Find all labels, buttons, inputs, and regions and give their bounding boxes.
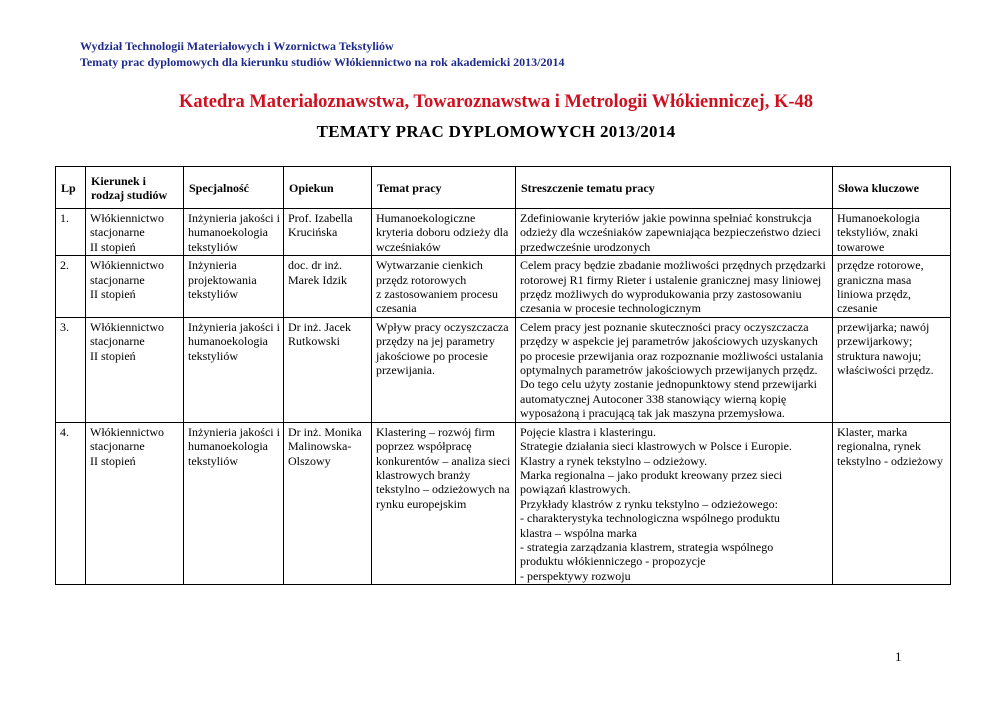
col-header-field: Kierunek i rodzaj studiów bbox=[86, 167, 184, 209]
col-header-specialty: Specjalność bbox=[184, 167, 284, 209]
cell-lp: 3. bbox=[56, 317, 86, 422]
cell-specialty: Inżynieria jakości i humanoekologia tekstyliów bbox=[184, 422, 284, 584]
cell-summary: Zdefiniowanie kryteriów jakie powinna spełniać konstrukcja odzieży dla wcześniaków zapewniająca bezpieczeństwo dzieci przedwcześnie urodzonych bbox=[516, 209, 833, 256]
cell-summary: Pojęcie klastra i klasteringu. Strategie działania sieci klastrowych w Polsce i Europie. Klastry a rynek tekstylno – odzieżowy. Marka regionalna – jako produkt kreowany przez sieci powiązań klastrowych. Przykłady klastrów z rynku tekstylno – odzieżowego: - charakterystyka technologiczna wspólnego produktu klastra – wspólna marka - strategia zarządzania klastrem, strategia wspólnego produktu włókienniczego - propozycje - perspektywy rozwoju bbox=[516, 422, 833, 584]
cell-lp: 4. bbox=[56, 422, 86, 584]
col-header-lp: Lp bbox=[56, 167, 86, 209]
cell-supervisor: Dr inż. Jacek Rutkowski bbox=[284, 317, 372, 422]
col-header-supervisor: Opiekun bbox=[284, 167, 372, 209]
department-title: Katedra Materiałoznawstwa, Towaroznawstwa i Metrologii Włókienniczej, K-48 bbox=[178, 92, 814, 112]
cell-specialty: Inżynieria jakości i humanoekologia tekstyliów bbox=[184, 317, 284, 422]
cell-supervisor: doc. dr inż. Marek Idzik bbox=[284, 256, 372, 318]
page-title: TEMATY PRAC DYPLOMOWYCH 2013/2014 bbox=[316, 122, 676, 141]
cell-topic: Humanoekologiczne kryteria doboru odzieży dla wcześniaków bbox=[372, 209, 516, 256]
col-header-keywords: Słowa kluczowe bbox=[833, 167, 951, 209]
cell-topic: Wpływ pracy oczyszczacza przędzy na jej parametry jakościowe po procesie przewijania. bbox=[372, 317, 516, 422]
cell-keywords: przędze rotorowe, graniczna masa liniowa przędz, czesanie bbox=[833, 256, 951, 318]
cell-field: Włókiennictwo stacjonarne II stopień bbox=[86, 209, 184, 256]
cell-keywords: Humanoekologia tekstyliów, znaki towarowe bbox=[833, 209, 951, 256]
cell-topic: Wytwarzanie cienkich przędz rotorowych z zastosowaniem procesu czesania bbox=[372, 256, 516, 318]
header-faculty: Wydział Technologii Materiałowych i Wzornictwa Tekstyliów bbox=[80, 39, 394, 53]
topics-table bbox=[55, 166, 951, 585]
document-header bbox=[80, 38, 565, 70]
col-header-topic: Temat pracy bbox=[372, 167, 516, 209]
col-header-summary: Streszczenie tematu pracy bbox=[516, 167, 833, 209]
cell-topic: Klastering – rozwój firm poprzez współpracę konkurentów – analiza sieci klastrowych branży tekstylno – odzieżowych na rynku europejskim bbox=[372, 422, 516, 584]
table-row bbox=[56, 317, 951, 422]
cell-summary: Celem pracy będzie zbadanie możliwości przędnych przędzarki rotorowej R1 firmy Rieter i ustalenie granicznej masy liniowej przędz możliwych do wyprodukowania przy zastosowaniu czesania w procesie technologicznym bbox=[516, 256, 833, 318]
cell-specialty: Inżynieria jakości i humanoekologia tekstyliów bbox=[184, 209, 284, 256]
cell-specialty: Inżynieria projektowania tekstyliów bbox=[184, 256, 284, 318]
cell-keywords: przewijarka; nawój przewijarkowy; struktura nawoju; właściwości przędz. bbox=[833, 317, 951, 422]
table-row bbox=[56, 422, 951, 584]
cell-lp: 1. bbox=[56, 209, 86, 256]
table-row bbox=[56, 209, 951, 256]
cell-supervisor: Prof. Izabella Krucińska bbox=[284, 209, 372, 256]
page-number: 1 bbox=[895, 649, 902, 664]
cell-field: Włókiennictwo stacjonarne II stopień bbox=[86, 422, 184, 584]
cell-summary: Celem pracy jest poznanie skuteczności pracy oczyszczacza przędzy w aspekcie jej parametrów jakościowych uzyskanych po procesie przewijania oraz rozpoznanie możliwości ustalania optymalnych parametrów jakościowych przewijanych przędz. Do tego celu użyty zostanie jednopunktowy stend przewijarki automatycznej Autoconer 338 stanowiący wierną kopię wyposażoną i pracującą tak jak maszyna przemysłowa. bbox=[516, 317, 833, 422]
cell-supervisor: Dr inż. Monika Malinowska-Olszowy bbox=[284, 422, 372, 584]
cell-lp: 2. bbox=[56, 256, 86, 318]
cell-keywords: Klaster, marka regionalna, rynek tekstylno - odzieżowy bbox=[833, 422, 951, 584]
table-row bbox=[56, 256, 951, 318]
cell-field: Włókiennictwo stacjonarne II stopień bbox=[86, 317, 184, 422]
cell-field: Włókiennictwo stacjonarne II stopień bbox=[86, 256, 184, 318]
table-header-row bbox=[56, 167, 951, 209]
header-subtitle: Tematy prac dyplomowych dla kierunku studiów Włókiennictwo na rok akademicki 2013/2014 bbox=[80, 55, 565, 69]
